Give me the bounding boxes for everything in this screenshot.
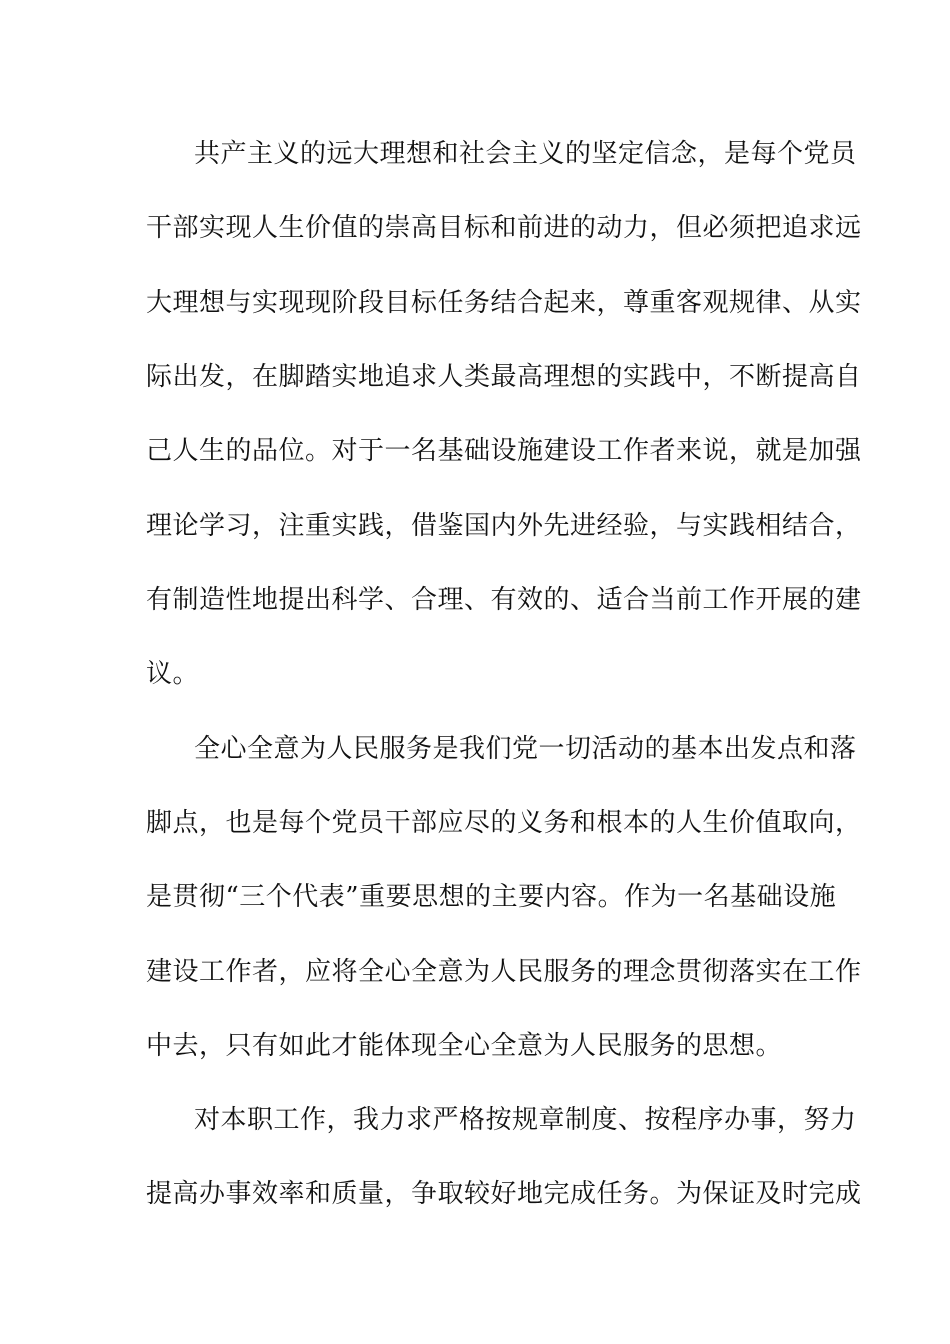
paragraph-2-line-2: 脚点，也是每个党员干部应尽的义务和根本的人生价值取向， bbox=[146, 808, 862, 838]
paragraph-1-line-5: 己人生的品位。对于一名基础设施建设工作者来说，就是加强 bbox=[146, 436, 862, 466]
paragraph-1-line-1: 共产主义的远大理想和社会主义的坚定信念，是每个党员 bbox=[194, 139, 857, 169]
paragraph-3-line-2: 提高办事效率和质量，争取较好地完成任务。为保证及时完成 bbox=[146, 1179, 862, 1209]
paragraph-1-line-4: 际出发，在脚踏实地追求人类最高理想的实践中，不断提高自 bbox=[146, 362, 862, 392]
paragraph-1-line-7: 有制造性地提出科学、合理、有效的、适合当前工作开展的建 bbox=[146, 585, 862, 615]
paragraph-2-line-5: 中去，只有如此才能体现全心全意为人民服务的思想。 bbox=[146, 1031, 783, 1061]
paragraph-2-line-4: 建设工作者，应将全心全意为人民服务的理念贯彻落实在工作 bbox=[146, 957, 862, 987]
paragraph-1-line-6: 理论学习，注重实践，借鉴国内外先进经验，与实践相结合， bbox=[146, 511, 862, 541]
paragraph-1-line-2: 干部实现人生价值的崇高目标和前进的动力，但必须把追求远 bbox=[146, 213, 862, 243]
paragraph-1-line-3: 大理想与实现现阶段目标任务结合起来，尊重客观规律、从实 bbox=[146, 288, 862, 318]
paragraph-2-line-1: 全心全意为人民服务是我们党一切活动的基本出发点和落 bbox=[194, 734, 857, 764]
paragraph-3-line-1: 对本职工作，我力求严格按规章制度、按程序办事，努力 bbox=[194, 1105, 857, 1135]
paragraph-2-line-3: 是贯彻“三个代表”重要思想的主要内容。作为一名基础设施 bbox=[146, 882, 837, 912]
paragraph-1-line-8: 议。 bbox=[146, 659, 200, 689]
